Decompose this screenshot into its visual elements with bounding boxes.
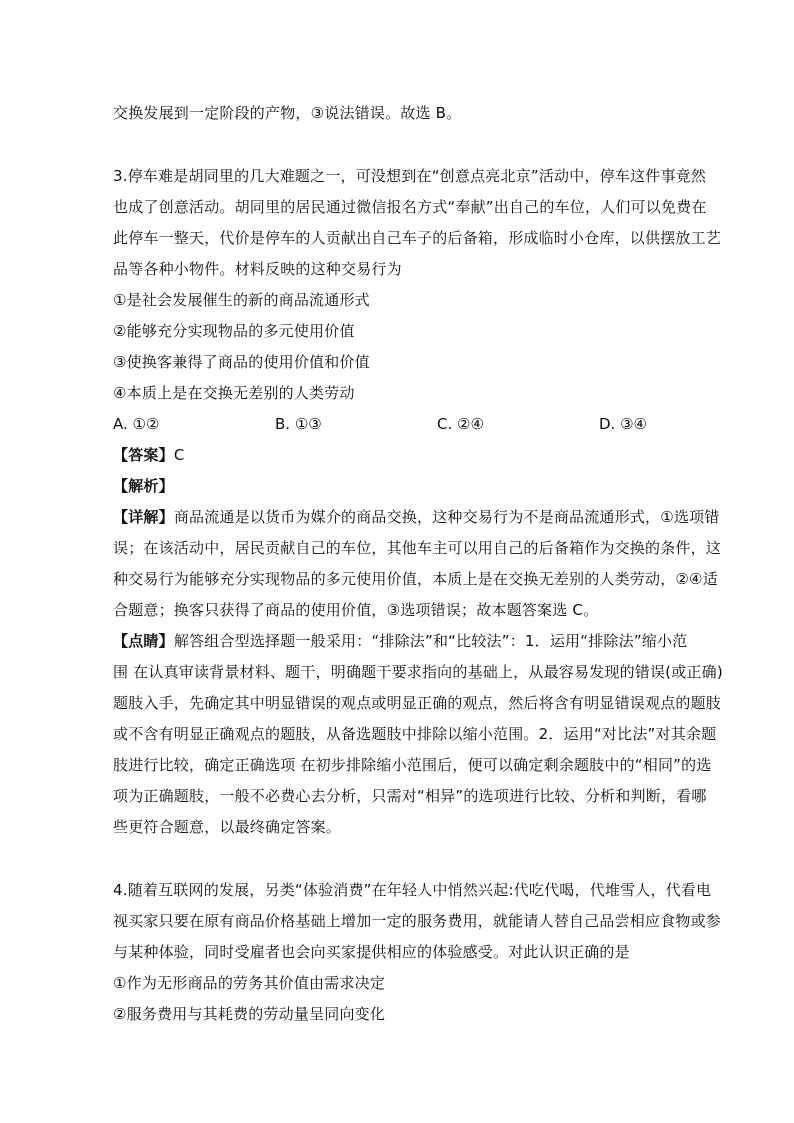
statement-item: ②能够充分实现物品的多元使用价值 xyxy=(113,322,355,340)
answer-row xyxy=(113,445,185,465)
analysis-tag: 【解析】 xyxy=(113,477,174,495)
tip-line: 或不含有明显正确观点的题肢，从备选题肢中排除以缩小范围。2．运用“对比法”对其余题 xyxy=(113,725,717,743)
tip-line: 肢进行比较，确定正确选项 在初步排除缩小范围后，便可以确定剩余题肢中的“相同”的选 xyxy=(113,756,712,774)
detail-line: 误；在该活动中，居民贡献自己的车位，其他车主可以用自己的后备箱作为交换的条件，这 xyxy=(113,539,722,557)
statement-item: ①作为无形商品的劳务其价值由需求决定 xyxy=(113,974,386,992)
detail-line: 种交易行为能够充分实现物品的多元使用价值，本质上是在交换无差别的人类劳动，②④适 xyxy=(113,570,718,588)
option-c: C. ②④ xyxy=(437,415,484,433)
detail-line xyxy=(113,507,719,527)
tip-text: 解答组合型选择题一般采用：“排除法”和“比较法”：1．运用“排除法”缩小范 xyxy=(173,632,688,650)
question-stem-line: 此停车一整天，代价是停车的人贡献出自己车子的后备箱，形成临时小仓库，以供摆放工艺 xyxy=(113,229,722,247)
option-a: A. ①② xyxy=(113,415,160,433)
tip-line: 围 在认真审读背景材料、题干，明确题干要求指向的基础上，从最容易发现的错误(或正确) xyxy=(113,663,723,681)
tip-line xyxy=(113,631,687,651)
question-stem-line: 视买家只要在原有商品价格基础上增加一定的服务费用，就能请人替自己品尝相应食物或参 xyxy=(113,912,722,930)
detail-tag: 【详解】 xyxy=(113,508,174,526)
option-d: D. ③④ xyxy=(599,415,647,433)
statement-item: ④本质上是在交换无差别的人类劳动 xyxy=(113,384,355,402)
question-stem-line: 与某种体验，同时受雇者也会向买家提供相应的体验感受。对此认识正确的是 xyxy=(113,943,630,961)
previous-question-tail: 交换发展到一定阶段的产物，③说法错误。故选 B。 xyxy=(113,104,462,122)
question-stem-line: 品等各种小物件。材料反映的这种交易行为 xyxy=(113,260,402,278)
question-stem-line: 4.随着互联网的发展，另类“体验消费”在年轻人中悄然兴起:代吃代喝，代堆雪人，代看电 xyxy=(113,881,712,899)
tip-line: 题肢入手，先确定其中明显错误的观点或明显正确的观点，然后将含有明显错误观点的题肢 xyxy=(113,694,722,712)
tip-tag: 【点睛】 xyxy=(113,632,174,650)
detail-line: 合题意；换客只获得了商品的使用价值，③选项错误；故本题答案选 C。 xyxy=(113,601,599,619)
answer-tag: 【答案】 xyxy=(113,446,174,464)
question-stem-line: 3.停车难是胡同里的几大难题之一，可没想到在“创意点亮北京”活动中，停车这件事竟然 xyxy=(113,167,707,185)
statement-item: ②服务费用与其耗费的劳动量呈同向变化 xyxy=(113,1005,386,1023)
tip-line: 项为正确题肢，一般不必费心去分析，只需对“相异”的选项进行比较、分析和判断，看哪 xyxy=(113,787,707,805)
statement-item: ③使换客兼得了商品的使用价值和价值 xyxy=(113,353,370,371)
detail-text: 商品流通是以货币为媒介的商品交换，这种交易行为不是商品流通形式，①选项错 xyxy=(173,508,720,526)
answer-value: C xyxy=(173,446,185,464)
option-b: B. ①③ xyxy=(275,415,322,433)
tip-line: 些更符合题意，以最终确定答案。 xyxy=(113,818,342,836)
question-stem-line: 也成了创意活动。胡同里的居民通过微信报名方式“奉献”出自己的车位，人们可以免费在 xyxy=(113,198,707,216)
statement-item: ①是社会发展催生的新的商品流通形式 xyxy=(113,291,370,309)
